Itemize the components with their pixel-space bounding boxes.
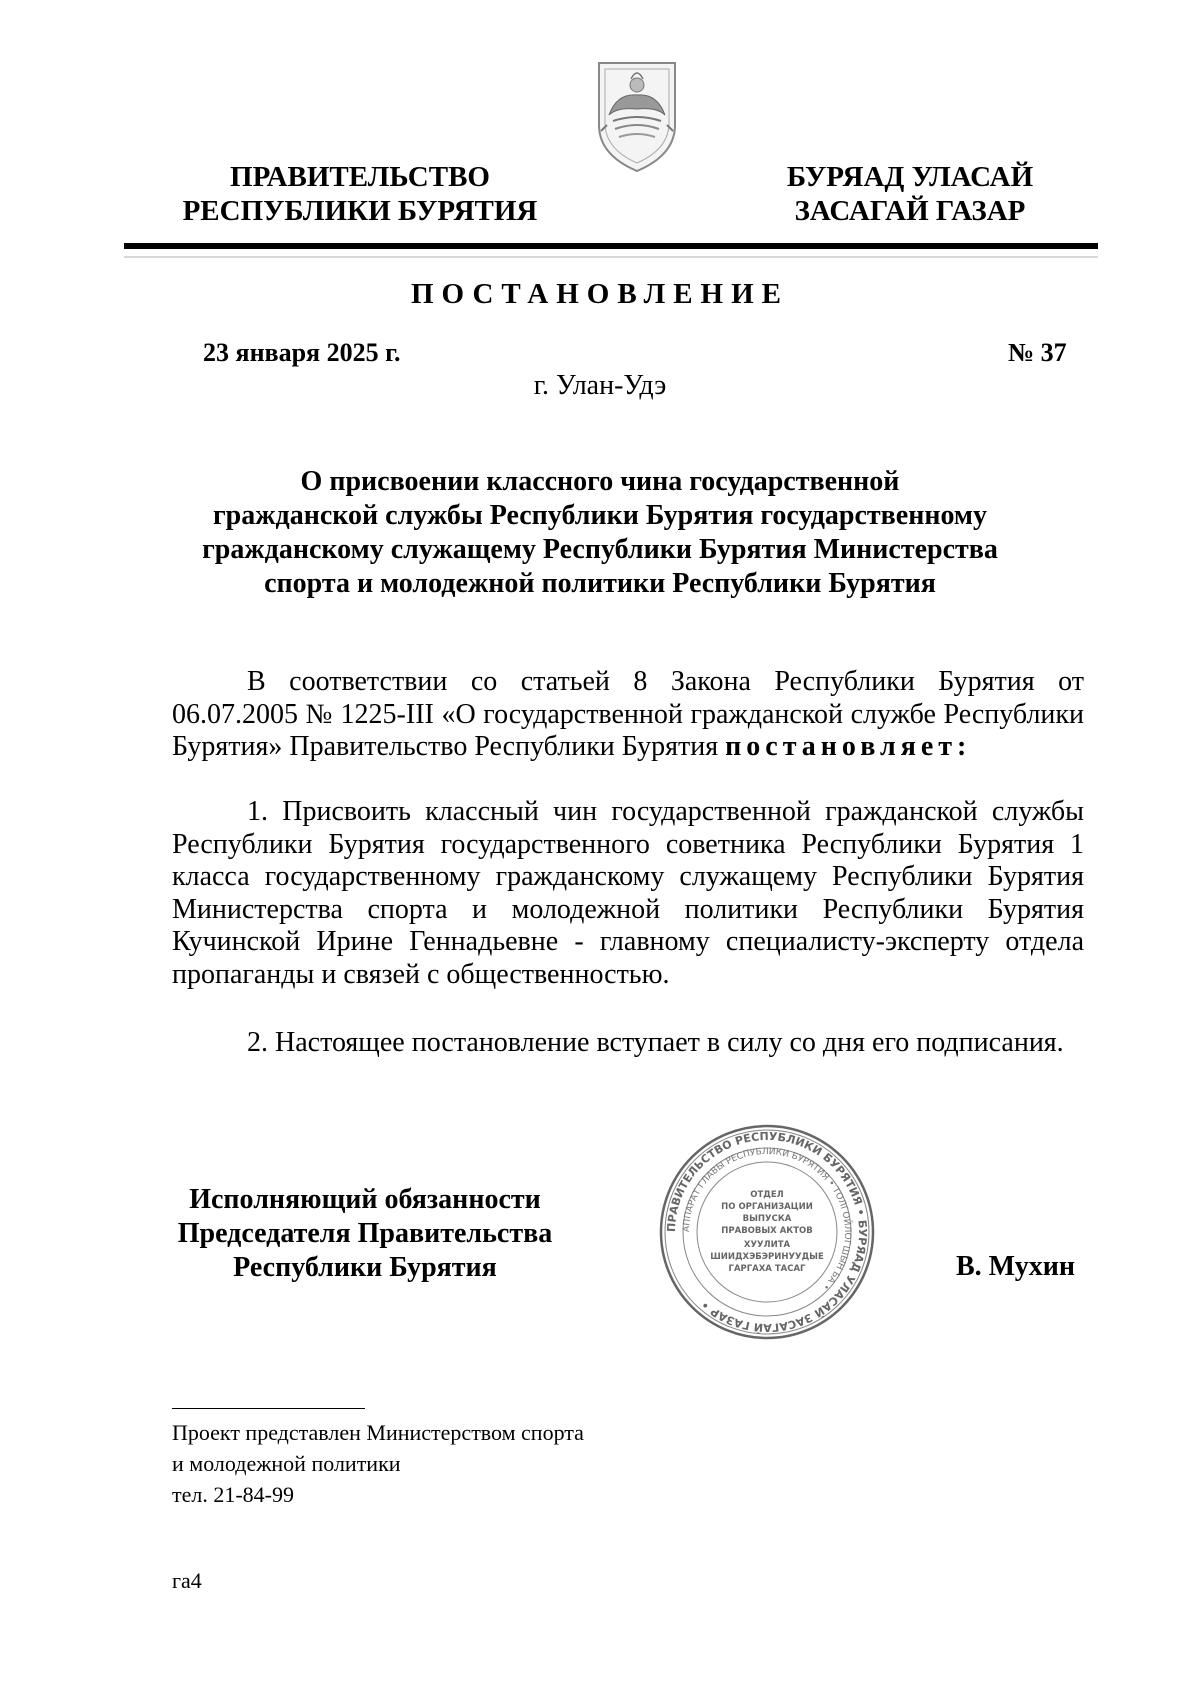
item-1-paragraph: 1. Присвоить классный чин государственной гражданской службы Республики Бурятия государственного советника Республики Бурятия 1 класса государственному гражданскому служащему Республики Бурятия Министерства спорта и молодежной политики Республики Бурятия Кучинской Ирине Геннадьевне - главному специалисту-эксперту отдела пропаганды и связей с общественностью. xyxy=(172,796,1084,990)
stamp-line4: ПРАВОВЫХ АКТОВ xyxy=(721,1226,813,1236)
coat-of-arms-icon xyxy=(587,55,687,175)
stamp-line7: ГАРГАХА ТАСАГ xyxy=(728,1264,806,1274)
official-stamp xyxy=(658,1123,876,1341)
government-name-line2: РЕСПУБЛИКИ БУРЯТИЯ xyxy=(182,195,538,227)
stamp-line6: ШИИДХЭБЭРИНУУДЫЕ xyxy=(710,1252,824,1262)
government-name-buryat-line1: БУРЯАД УЛАСАЙ xyxy=(786,161,1034,193)
preamble-text: В соответствии со статьей 8 Закона Республики Бурятия от 06.07.2005 № 1225-III «О государственной гражданской службе Республики Бурятия» Правительство Республики Бурятия xyxy=(172,666,1084,762)
footnote-divider xyxy=(172,1408,365,1409)
government-name-russian xyxy=(170,160,550,228)
subject-line3: гражданскому служащему Республики Бурятия Министерства xyxy=(202,534,998,565)
footnote-phone: тел. 21-84-99 xyxy=(172,1482,295,1507)
footnote-line2: и молодежной политики xyxy=(172,1451,401,1476)
preamble-paragraph xyxy=(172,666,1084,764)
government-name-buryat xyxy=(740,160,1080,228)
government-name-line1: ПРАВИТЕЛЬСТВО xyxy=(230,161,490,193)
item-2-paragraph: 2. Настоящее постановление вступает в силу со дня его подписания. xyxy=(247,1027,1064,1058)
stamp-inner-ring-text: АППАРАТ ГЛАВЫ РЕСПУБЛИКИ БУРЯТИЯ • ТОЛГОЙЛОГШЫН БА • xyxy=(681,1146,853,1292)
signatory-title-line2: Председателя Правительства xyxy=(177,1218,553,1249)
footnote-line1: Проект представлен Министерством спорта xyxy=(172,1420,584,1445)
subject-line1: О присвоении классного чина государственной xyxy=(300,466,900,497)
document-city: г. Улан-Удэ xyxy=(533,370,667,401)
signatory-name: В. Мухин xyxy=(956,1251,1075,1282)
document-number: № 37 xyxy=(1008,338,1067,367)
stamp-line1: ОТДЕЛ xyxy=(750,1190,784,1200)
document-type-title: ПОСТАНОВЛЕНИЕ xyxy=(410,278,789,310)
subject-line2: гражданской службы Республики Бурятия государственному xyxy=(212,500,988,531)
government-name-buryat-line2: ЗАСАГАЙ ГАЗАР xyxy=(794,195,1026,227)
stamp-line2: ПО ОРГАНИЗАЦИИ xyxy=(721,1202,813,1212)
signatory-title-line1: Исполняющий обязанности xyxy=(189,1184,541,1215)
document-code: га4 xyxy=(172,1568,202,1593)
signatory-title-line3: Республики Бурятия xyxy=(233,1252,497,1283)
stamp-line3: ВЫПУСКА xyxy=(742,1214,792,1224)
stamp-line5: ХУУЛИТА xyxy=(743,1240,791,1250)
document-date: 23 января 2025 г. xyxy=(203,338,401,367)
footnote xyxy=(172,1417,584,1510)
subject-line4: спорта и молодежной политики Республики Бурятия xyxy=(264,568,936,599)
header-divider-thin xyxy=(124,256,1098,258)
stamp-outer-ring-text: ПРАВИТЕЛЬСТВО РЕСПУБЛИКИ БУРЯТИЯ • БУРЯАД УЛАСАЙ ЗАСАГАЙ ГАЗАР • xyxy=(664,1129,870,1335)
decree-word: постановляет: xyxy=(725,731,972,762)
document-subject xyxy=(180,465,1020,601)
header-divider-thick xyxy=(124,243,1098,249)
signatory-title xyxy=(165,1183,565,1285)
